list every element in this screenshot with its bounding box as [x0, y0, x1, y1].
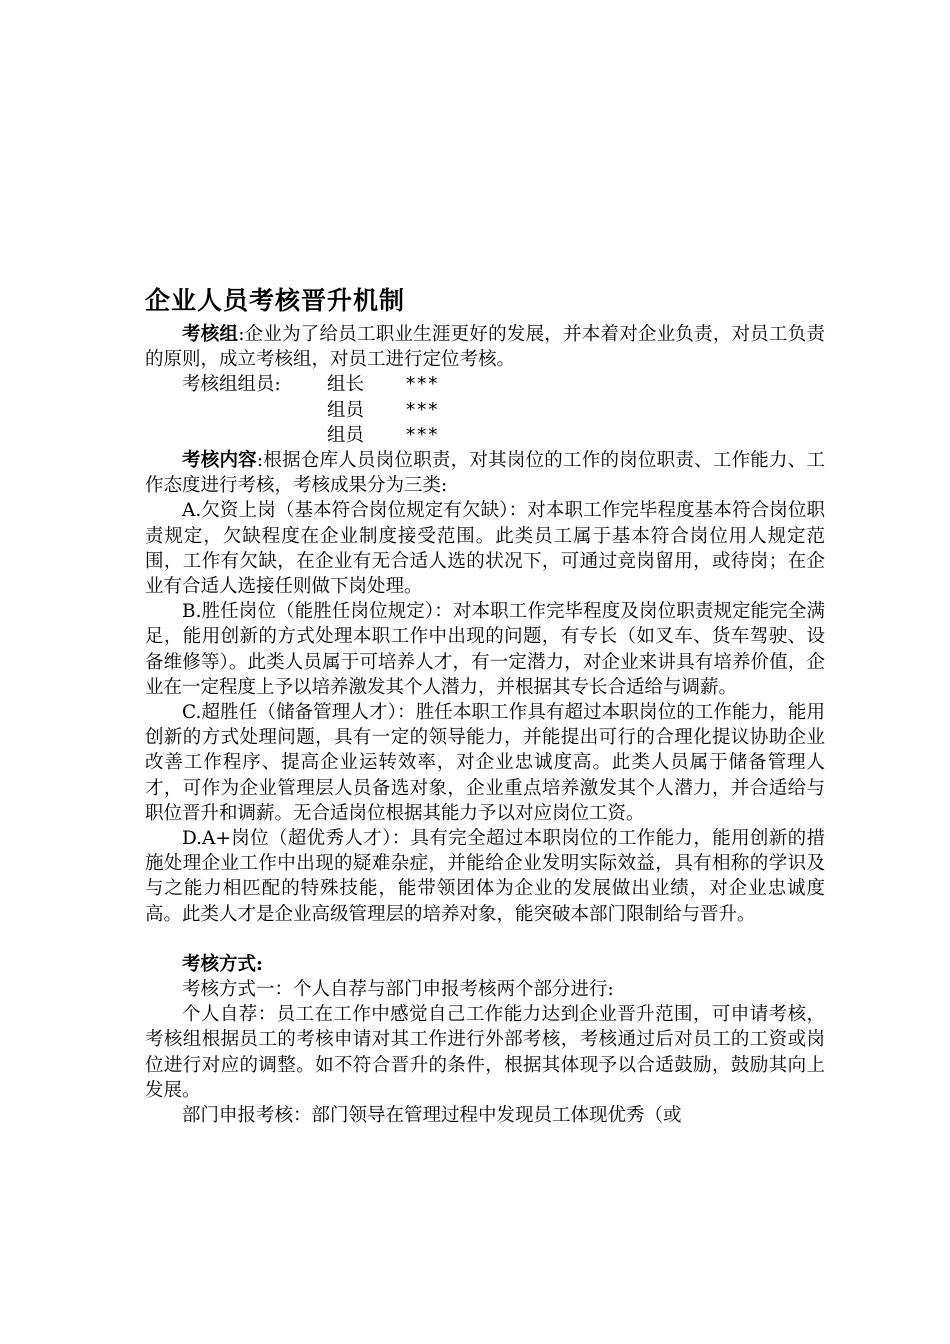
document-title: 企业人员考核晋升机制 — [145, 286, 406, 315]
member-name: *** — [405, 424, 439, 446]
method-heading: 考核方式: — [182, 953, 263, 975]
content-text: 根据仓库人员岗位职责，对其岗位的工作的岗位职责、工作能力、工作态度进行考核，考核成果分为三类: — [145, 449, 825, 497]
member-list — [145, 372, 825, 448]
member-row — [182, 372, 825, 397]
intro-sep: : — [238, 324, 245, 345]
category-a-paragraph: A.欠资上岗（基本符合岗位规定有欠缺）：对本职工作完毕程度基本符合岗位职责规定，欠缺程度在企业制度接受范围。此类员工属于基本符合岗位用人规定范围，工作有欠缺，在企业有无合适人选的状况下，可通过竞岗留用，或待岗；在企业有合适人选接任则做下岗处理。 — [145, 500, 825, 597]
member-row — [182, 398, 825, 423]
content-sep: : — [256, 449, 264, 471]
intro-lead: 考核组 — [182, 324, 239, 345]
intro-paragraph — [145, 322, 825, 372]
document-body — [145, 322, 825, 1128]
member-label: 考核组组员: — [182, 374, 281, 396]
method-one-paragraph: 考核方式一：个人自荐与部门申报考核两个部分进行: — [182, 979, 614, 1001]
member-role: 组员 — [327, 424, 365, 446]
content-lead: 考核内容 — [182, 449, 257, 471]
dept-report-paragraph: 部门申报考核：部门领导在管理过程中发现员工体现优秀（或 — [182, 1105, 682, 1127]
member-name: *** — [405, 399, 439, 421]
content-paragraph — [145, 448, 825, 498]
intro-text: 企业为了给员工职业生涯更好的发展，并本着对企业负责，对员工负责的原则，成立考核组，对员工进行定位考核。 — [145, 324, 825, 371]
member-role: 组长 — [327, 374, 365, 396]
member-row — [182, 423, 825, 448]
member-name: *** — [405, 374, 439, 396]
blank-line — [145, 927, 825, 952]
category-d-paragraph: D.A+岗位（超优秀人才）：具有完全超过本职岗位的工作能力，能用创新的措施处理企业工作中出现的疑难杂症，并能给企业发明实际效益，具有相称的学识及与之能力相匹配的特殊技能，能带领团体为企业的发展做出业绩，对企业忠诚度高。此类人才是企业高级管理层的培养对象，能突破本部门限制给与晋升。 — [145, 828, 825, 925]
category-b-paragraph: B.胜任岗位（能胜任岗位规定）：对本职工作完毕程度及岗位职责规定能完全满足，能用创新的方式处理本职工作中出现的问题，有专长（如叉车、货车驾驶、设备维修等）。此类人员属于可培养人才，有一定潜力，对企业来讲具有培养价值，企业在一定程度上予以培养激发其个人潜力，并根据其专长合适给与调薪。 — [145, 601, 825, 698]
member-role: 组员 — [327, 399, 365, 421]
document-page — [145, 286, 825, 1128]
self-recommend-paragraph: 个人自荐：员工在工作中感觉自己工作能力达到企业晋升范围，可申请考核，考核组根据员工的考核申请对其工作进行外部考核，考核通过后对员工的工资或岗位进行对应的调整。如不符合晋升的条件，根据其体现予以合适鼓励，鼓励其向上发展。 — [145, 1004, 825, 1101]
category-c-paragraph: C.超胜任（储备管理人才）：胜任本职工作具有超过本职岗位的工作能力，能用创新的方式处理问题，具有一定的领导能力，并能提出可行的合理化提议协助企业改善工作程序、提高企业运转效率，对企业忠诚度高。此类人员属于储备管理人才，可作为企业管理层人员备选对象，企业重点培养激发其个人潜力，并合适给与职位晋升和调薪。无合适岗位根据其能力予以对应岗位工资。 — [145, 702, 825, 824]
